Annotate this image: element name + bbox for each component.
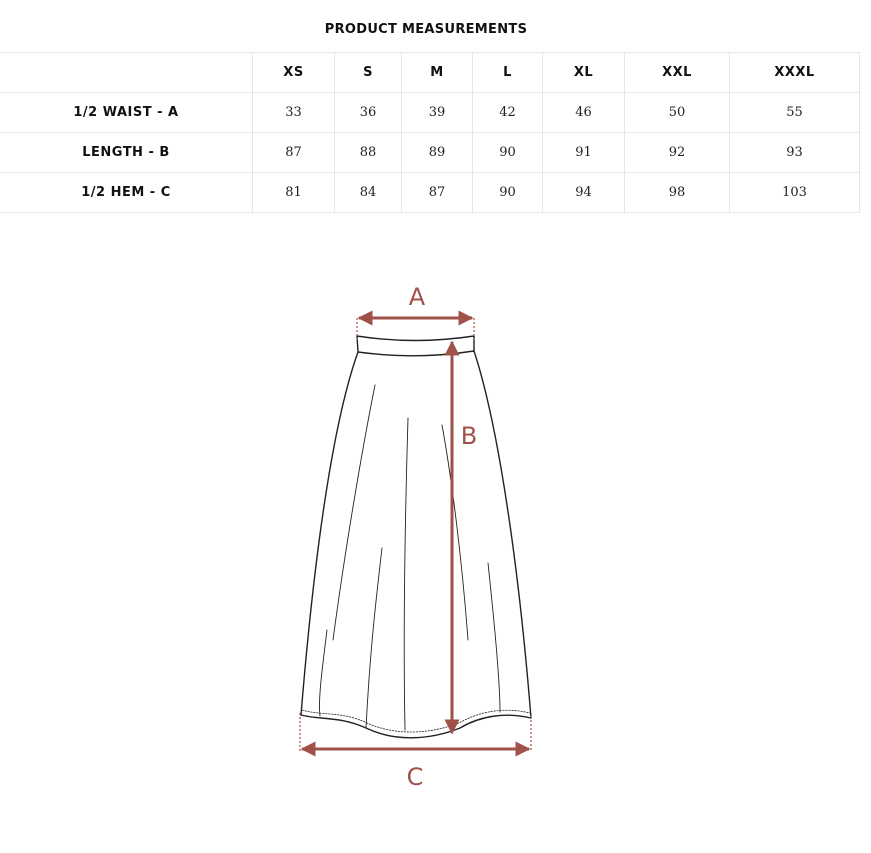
column-header-xl: XL [543,53,625,93]
skirt-fold [366,548,382,728]
table-cell: 36 [335,93,402,133]
table-cell: 81 [253,173,335,213]
column-header-xxl: XXL [625,53,730,93]
column-header-xxxl: XXXL [730,53,860,93]
skirt-hem [301,715,531,738]
dimension-a-label: A [408,283,426,311]
table-cell: 90 [473,173,543,213]
column-header-s: S [335,53,402,93]
skirt-fold [442,425,468,640]
table-cell: 93 [730,133,860,173]
table-cell: 91 [543,133,625,173]
row-label-waist: 1/2 WAIST - A [0,93,253,133]
dimension-a [357,318,474,340]
table-cell: 42 [473,93,543,133]
table-cell: 88 [335,133,402,173]
skirt-fold [488,563,500,712]
column-header-xs: XS [253,53,335,93]
skirt-hem-stitch [302,710,530,732]
table-cell: 39 [402,93,473,133]
column-header-l: L [473,53,543,93]
waistband-shape [357,336,474,356]
dimension-b-label: B [460,422,478,450]
skirt-right-edge [474,351,531,718]
skirt-illustration [301,336,531,738]
table-cell: 84 [335,173,402,213]
table-cell: 98 [625,173,730,213]
table-cell: 33 [253,93,335,133]
table-cell: 87 [402,173,473,213]
skirt-fold [319,630,327,716]
table-cell: 55 [730,93,860,133]
table-cell: 92 [625,133,730,173]
page-title: PRODUCT MEASUREMENTS [324,22,528,37]
table-cell: 103 [730,173,860,213]
skirt-fold [404,418,408,730]
table-cell: 94 [543,173,625,213]
row-label-length: LENGTH - B [0,133,253,173]
table-cell: 90 [473,133,543,173]
table-cell: 50 [625,93,730,133]
column-header-m: M [402,53,473,93]
table-cell: 89 [402,133,473,173]
row-label-hem: 1/2 HEM - C [0,173,253,213]
skirt-left-edge [301,352,358,715]
dimension-c-label: C [406,763,424,791]
table-cell: 87 [253,133,335,173]
table-cell: 46 [543,93,625,133]
